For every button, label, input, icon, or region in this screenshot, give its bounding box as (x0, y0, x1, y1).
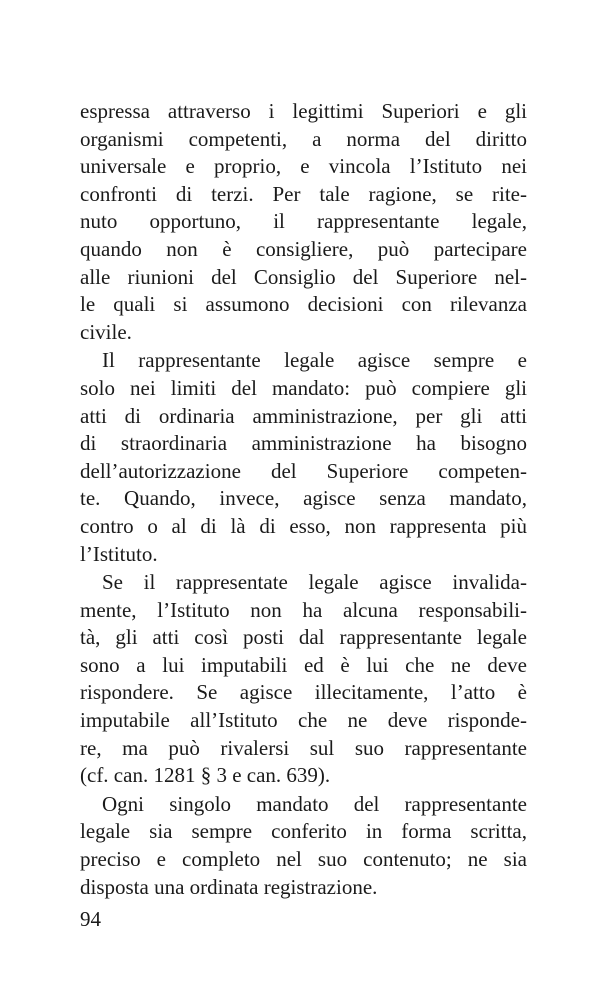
text-line: Il rappresentante legale agisce sempre e (102, 348, 527, 373)
text-line: confronti di terzi. Per tale ragione, se rite- (80, 181, 527, 206)
text-line: di straordinaria amministrazione ha bisogno (80, 431, 527, 456)
text-line: universale e proprio, e vincola l’Istituto nei (80, 154, 527, 179)
text-line: preciso e completo nel suo contenuto; ne sia (80, 847, 527, 872)
text-line: disposta una ordinata registrazione. (80, 874, 378, 899)
page-number: 94 (80, 907, 101, 931)
text-line: dell’autorizzazione del Superiore competen- (80, 458, 527, 483)
paragraph (80, 347, 527, 568)
text-line: (cf. can. 1281 § 3 e can. 639). (80, 763, 331, 788)
text-line: Se il rappresentate legale agisce invalida- (102, 570, 527, 595)
paragraph (80, 569, 527, 790)
text-line: legale sia sempre conferito in forma scritta, (80, 819, 527, 844)
text-line: tà, gli atti così posti dal rappresentante legale (80, 625, 527, 650)
body-text (80, 98, 527, 902)
text-line: te. Quando, invece, agisce senza mandato, (80, 486, 527, 511)
paragraph (80, 791, 527, 901)
text-line: quando non è consigliere, può partecipare (80, 236, 527, 261)
text-line: espressa attraverso i legittimi Superiori e gli (80, 99, 527, 123)
text-line: Ogni singolo mandato del rappresentante (102, 791, 527, 816)
text-line: le quali si assumono decisioni con rilevanza (80, 292, 527, 317)
text-line: civile. (80, 319, 132, 344)
text-line: nuto opportuno, il rappresentante legale, (80, 209, 527, 234)
text-line: mente, l’Istituto non ha alcuna responsabili- (80, 597, 527, 622)
text-line: alle riunioni del Consiglio del Superiore nel- (80, 264, 527, 289)
text-line: solo nei limiti del mandato: può compiere gli (80, 375, 527, 400)
paragraph (80, 98, 527, 346)
text-line: re, ma può rivalersi sul suo rappresentante (80, 735, 527, 760)
text-line: rispondere. Se agisce illecitamente, l’atto è (80, 680, 527, 705)
text-line: atti di ordinaria amministrazione, per gli atti (80, 403, 527, 428)
text-line: contro o al di là di esso, non rappresenta più (80, 513, 527, 538)
text-line: imputabile all’Istituto che ne deve risponde- (80, 708, 527, 733)
text-line: organismi competenti, a norma del diritto (80, 126, 527, 151)
text-line: sono a lui imputabili ed è lui che ne deve (80, 652, 527, 677)
text-line: l’Istituto. (80, 541, 158, 566)
